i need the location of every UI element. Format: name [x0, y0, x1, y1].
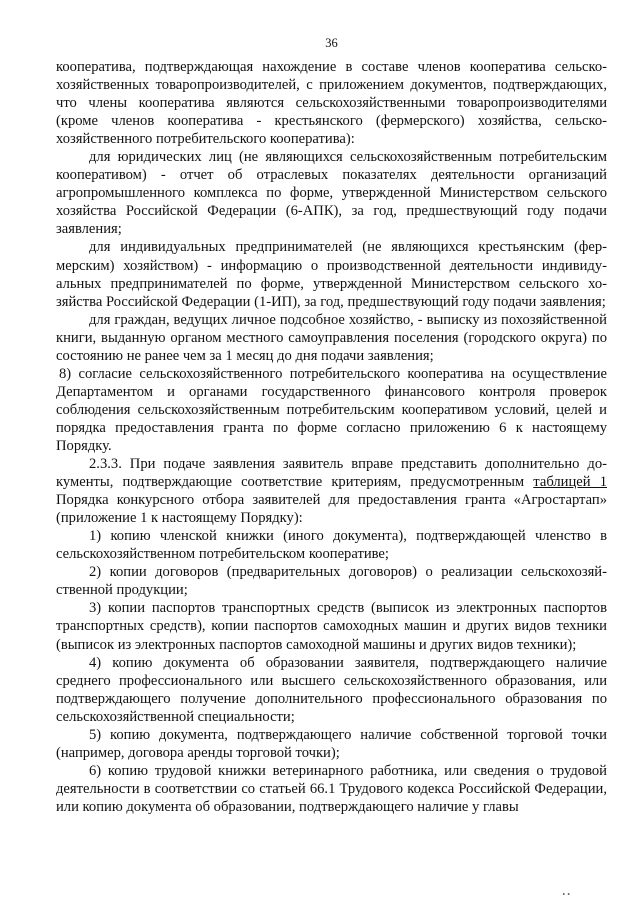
paragraph-citizens-household: для граждан, ведущих личное подсобное хозяйство, - выписку из похозяйственной книги, выданную органом местного самоуправления поселения (городского округа) по состоянию не ранее чем за 1 месяц до дня подачи заявления;: [56, 311, 607, 364]
paragraph-item-6-work-record: 6) копию трудовой книжки ветеринарного работника, или сведения о трудовой деятельности в соответствии со статьей 66.1 Трудового кодекса Российской Федерации, или копию документа об образовании, подтверждающего наличие у главы: [56, 762, 607, 815]
paragraph-item-5-trade-point: 5) копию документа, подтверждающего наличие собственной торговой точки (например, договора аренды торговой точки);: [56, 726, 607, 761]
paragraph-item-4-education: 4) копию документа об образовании заявителя, подтверждающего наличие среднего профессионального или высшего сельскохозяйственного образования, или подтверждающего получение дополнительного профессионального образования по сельскохозяйственной специальности;: [56, 654, 607, 725]
corner-mark: • •: [562, 890, 570, 899]
paragraph-cooperative-membership: кооператива, подтверждающая нахождение в составе членов кооператива сельскохозяйственных товаропроизводителей, с приложением документов, подтверждающих, что члены кооператива являются сельскохозяйственными товаропроизводителями (кроме членов кооператива - крестьянского (фермерского) хозяйства, сельскохозяйственного потребительского кооператива):: [56, 59, 607, 148]
paragraph-item-1-membership-book: 1) копию членской книжки (иного документа), подтверждающей членство в сельскохозяйственном потребительском кооперативе;: [56, 528, 607, 563]
paragraph-2-3-3-text-before: 2.3.3. При подаче заявления заявитель вправе представить дополнительно документы, подтверждающие соответствие критериям, предусмотренным: [56, 456, 607, 491]
paragraph-2-3-3: [56, 455, 607, 527]
paragraph-legal-entities: для юридических лиц (не являющихся сельскохозяйственным потребительским кооперативом) - отчет об отраслевых показателях деятельности организаций агропромышленного комплекса по форме, утвержденной Министерством сельского хозяйства Российской Федерации (6-АПК), за год, предшествующий году подачи заявления;: [56, 149, 607, 238]
table-1-link[interactable]: таблицей 1: [533, 474, 607, 491]
paragraph-item-8-consent: 8) согласие сельскохозяйственного потребительского кооператива на осуществление Департаментом и органами государственного финансового контроля проверок соблюдения сельскохозяйственным потребительским кооперативом условий, целей и порядка предоставления гранта по форме согласно приложению 6 к настоящему Порядку.: [56, 365, 607, 454]
paragraph-individual-entrepreneurs: для индивидуальных предпринимателей (не являющихся крестьянским (фермерским) хозяйством) - информацию о производственной деятельности индивидуальных предпринимателей по форме, утвержденной Министерством сельского хозяйства Российской Федерации (1-ИП), за год, предшествующий году подачи заявления;: [56, 239, 607, 310]
paragraph-2-3-3-text-after: Порядка конкурсного отбора заявителей для предоставления гранта «Агростартап» (приложение 1 к настоящему Порядку):: [56, 492, 607, 527]
paragraph-item-2-contracts: 2) копии договоров (предварительных договоров) о реализации сельскохозяйственной продукции;: [56, 564, 607, 599]
paragraph-item-3-vehicle-passports: 3) копии паспортов транспортных средств (выписок из электронных паспортов транспортных средств), копии паспортов самоходных машин и других видов техники (выписок из электронных паспортов самоходной машины и других видов техники);: [56, 600, 607, 653]
page-number: 36: [325, 36, 338, 50]
